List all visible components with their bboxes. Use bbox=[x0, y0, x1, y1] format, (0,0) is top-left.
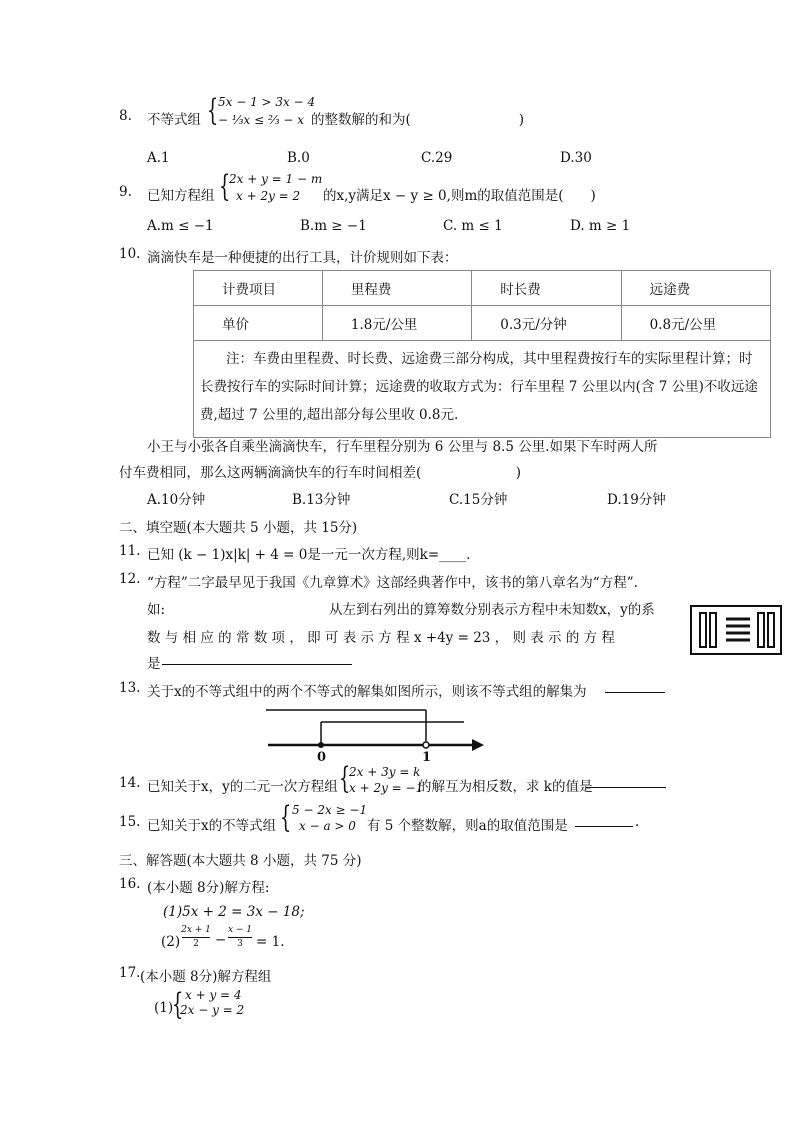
q13-number: 13. bbox=[119, 680, 141, 696]
q14-eq2: x + 2y = −1 bbox=[349, 781, 424, 795]
table-cell: 时长费 bbox=[472, 271, 621, 306]
q9-option-a: A.m ≤ −1 bbox=[147, 218, 214, 234]
q12-line2a: 如: bbox=[147, 602, 166, 618]
number-line-tick-0: 0 bbox=[317, 750, 327, 765]
q17-part1-label: (1) bbox=[154, 1000, 174, 1016]
table-cell: 里程费 bbox=[322, 271, 471, 306]
q10-option-c: C.15分钟 bbox=[449, 492, 508, 508]
q13-answer-blank bbox=[605, 679, 665, 693]
q9-number: 9. bbox=[119, 184, 132, 200]
fee-table bbox=[193, 270, 771, 438]
q8-prefix: 不等式组 bbox=[147, 112, 201, 128]
q11-text: 已知 (k − 1)x|k| + 4 = 0是一元一次方程,则k=____. bbox=[147, 547, 471, 563]
q15-eq1: 5 − 2x ≥ −1 bbox=[292, 803, 368, 817]
counting-rods-icon bbox=[690, 605, 782, 655]
q8-number: 8. bbox=[119, 108, 132, 124]
q16-frac2-den: 3 bbox=[237, 939, 243, 949]
q8-option-a: A.1 bbox=[147, 150, 170, 166]
q16-title: (本小题 8分)解方程: bbox=[147, 880, 270, 896]
q17-number: 17. bbox=[119, 965, 141, 981]
q14-answer-blank bbox=[586, 774, 666, 788]
q15-suffix: 有 5 个整数解，则a的取值范围是 bbox=[367, 818, 568, 834]
table-row bbox=[194, 306, 771, 341]
q12-line3: 数 与 相 应 的 常 数 项 ， 即 可 表 示 方 程 x +4y = 23 ， 则 表 示 的 方 程 bbox=[147, 630, 615, 646]
q14-brace: { bbox=[338, 761, 351, 796]
number-line-figure bbox=[260, 700, 490, 770]
q15-prefix: 已知关于x的不等式组 bbox=[147, 818, 277, 834]
q17-brace: { bbox=[171, 987, 184, 1022]
q8-suffix: 的整数解的和为( ) bbox=[311, 112, 525, 128]
q16-minus: − bbox=[215, 932, 227, 948]
q12-answer-blank bbox=[162, 651, 352, 665]
q15-eq2: x − a > 0 bbox=[299, 819, 356, 833]
q11-number: 11. bbox=[119, 543, 141, 559]
q14-suffix: 的解互为相反数，求 k的值是 bbox=[418, 779, 593, 795]
number-line bbox=[260, 700, 490, 770]
q14-prefix: 已知关于x，y的二元一次方程组 bbox=[147, 779, 338, 795]
q17-eq2: 2x − y = 2 bbox=[180, 1003, 245, 1017]
q16-frac1-den: 2 bbox=[193, 939, 199, 949]
q16-part1: (1)5x + 2 = 3x − 18; bbox=[163, 904, 305, 920]
q12-number: 12. bbox=[119, 571, 141, 587]
q16-number: 16. bbox=[119, 876, 141, 892]
table-cell: 1.8元/公里 bbox=[322, 306, 471, 341]
q9-brace: { bbox=[218, 169, 231, 204]
q10-option-d: D.19分钟 bbox=[607, 492, 666, 508]
q16-frac1-bar bbox=[182, 937, 210, 938]
q9-option-d: D. m ≥ 1 bbox=[570, 218, 631, 234]
q10-option-b: B.13分钟 bbox=[292, 492, 351, 508]
table-note: 注：车费由里程费、时长费、远途费三部分构成，其中里程费按行车的实际里程计算；时长费按行车的实际时间计算；远途费的收取方式为：行车里程 7 公里以内(含 7 公里)不收远途费,超过 7 公里的,超出部分每公里收 0.8元. bbox=[194, 341, 771, 438]
q15-answer-blank bbox=[575, 813, 633, 827]
q15-number: 15. bbox=[119, 814, 141, 830]
q10-body-line2: 付车费相同，那么这两辆滴滴快车的行车时间相差( ) bbox=[119, 465, 522, 481]
q8-option-d: D.30 bbox=[560, 150, 592, 166]
table-cell: 单价 bbox=[194, 306, 323, 341]
section-heading-fill-in: 二、填空题(本大题共 5 小题，共 15分) bbox=[119, 520, 358, 536]
table-cell: 0.3元/分钟 bbox=[472, 306, 621, 341]
table-cell: 0.8元/公里 bbox=[621, 306, 770, 341]
q9-suffix: 的x,y满足x − y ≥ 0,则m的取值范围是( ) bbox=[323, 188, 596, 204]
q9-eq2: x + 2y = 2 bbox=[236, 189, 301, 203]
counting-rods-figure bbox=[690, 605, 782, 655]
q16-part2-end: = 1. bbox=[256, 934, 285, 950]
q17-title: (本小题 8分)解方程组 bbox=[140, 969, 272, 985]
section-heading-solve: 三、解答题(本大题共 8 小题，共 75 分) bbox=[119, 853, 362, 869]
q16-frac2-bar bbox=[228, 937, 252, 938]
table-cell: 计费项目 bbox=[194, 271, 323, 306]
table-cell: 远途费 bbox=[621, 271, 770, 306]
q12-line1: “方程”二字最早见于我国《九章算术》这部经典著作中，该书的第八章名为“方程”. bbox=[147, 575, 638, 591]
q16-frac2-num: x − 1 bbox=[227, 925, 253, 935]
q16-part2-label: (2) bbox=[161, 934, 181, 950]
q8-brace: { bbox=[206, 93, 219, 128]
table-note-row bbox=[194, 341, 771, 438]
q14-number: 14. bbox=[119, 775, 141, 791]
q14-eq1: 2x + 3y = k bbox=[349, 765, 421, 779]
q9-option-b: B.m ≥ −1 bbox=[300, 218, 367, 234]
table-header-row bbox=[194, 271, 771, 306]
q8-option-b: B.0 bbox=[287, 150, 310, 166]
q12-line2b: 从左到右列出的算筹数分别表示方程中未知数x，y的系 bbox=[329, 602, 655, 618]
q10-body-line1: 小王与小张各自乘坐滴滴快车，行车里程分别为 6 公里与 8.5 公里.如果下车时两人所 bbox=[147, 439, 658, 455]
q15-brace: { bbox=[279, 800, 292, 835]
q16-frac1-num: 2x + 1 bbox=[181, 925, 211, 935]
q10-number: 10. bbox=[119, 246, 141, 262]
q9-prefix: 已知方程组 bbox=[147, 188, 215, 204]
q8-eq2: − ⅓x ≤ ⅔ − x bbox=[218, 113, 305, 127]
q17-eq1: x + y = 4 bbox=[185, 988, 242, 1002]
q10-option-a: A.10分钟 bbox=[147, 492, 206, 508]
q13-text: 关于x的不等式组中的两个不等式的解集如图所示，则该不等式组的解集为 bbox=[147, 684, 587, 700]
q9-option-c: C. m ≤ 1 bbox=[443, 218, 503, 234]
q10-intro: 滴滴快车是一种便捷的出行工具，计价规则如下表： bbox=[147, 250, 458, 266]
q15-end: . bbox=[635, 814, 640, 830]
q9-eq1: 2x + y = 1 − m bbox=[229, 172, 323, 186]
number-line-tick-1: 1 bbox=[422, 750, 432, 765]
q8-eq1: 5x − 1 > 3x − 4 bbox=[218, 95, 316, 109]
q12-line4: 是 bbox=[147, 656, 161, 672]
q8-option-c: C.29 bbox=[421, 150, 453, 166]
